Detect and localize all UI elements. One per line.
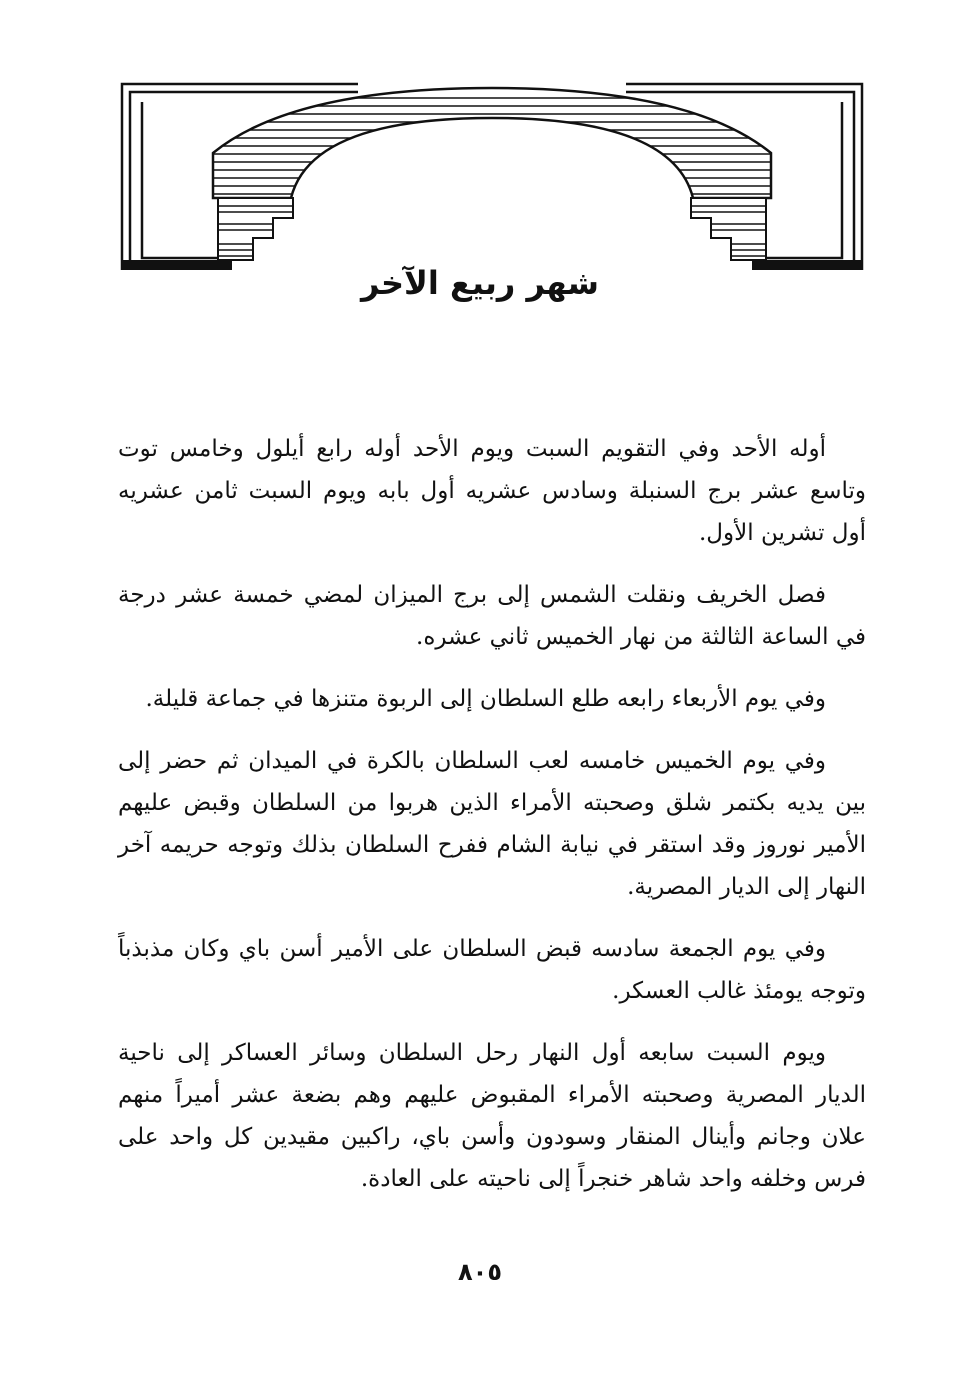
chapter-title: شهر ربيع الآخر xyxy=(361,264,599,302)
page-number: ٨٠٥ xyxy=(458,1258,502,1286)
arch-ornament xyxy=(118,78,866,278)
paragraph: وفي يوم الأربعاء رابعه طلع السلطان إلى الربوة متنزها في جماعة قليلة. xyxy=(145,686,826,712)
paragraph: وفي يوم الخميس خامسه لعب السلطان بالكرة في الميدان ثم حضر إلى بين يديه بكتمر شلق وصحبته الأمراء الذين هربوا من السلطان وقبض عليهم الأمير نوروز وقد استقر في نيابة الشام ففرح السلطان بذلك وتوجه حريمه آخر النهار إلى الديار المصرية. xyxy=(118,748,866,900)
chapter-header-ornament xyxy=(118,78,866,278)
paragraph: ويوم السبت سابعه أول النهار رحل السلطان وسائر العساكر إلى ناحية الديار المصرية وصحبته الأمراء المقبوض عليهم وهم بضعة عشر أميراً منهم علان وجانم وأينال المنقار وسودون وأسن باي، راكبين مقيدين كل واحد على فرس وخلفه واحد شاهر خنجراً إلى ناحيته على العادة. xyxy=(118,1040,866,1192)
paragraph: فصل الخريف ونقلت الشمس إلى برج الميزان لمضي خمسة عشر درجة في الساعة الثالثة من نهار الخميس ثاني عشره. xyxy=(118,582,866,650)
paragraph: وفي يوم الجمعة سادسه قبض السلطان على الأمير أسن باي وكان مذبذباً وتوجه يومئذ غالب العسكر. xyxy=(118,936,866,1004)
body-text xyxy=(118,428,866,1220)
paragraph: أوله الأحد وفي التقويم السبت ويوم الأحد أوله رابع أيلول وخامس توت وتاسع عشر برج السنبلة وسادس عشريه أول بابه ويوم السبت ثامن عشريه أول تشرين الأول. xyxy=(118,436,866,546)
